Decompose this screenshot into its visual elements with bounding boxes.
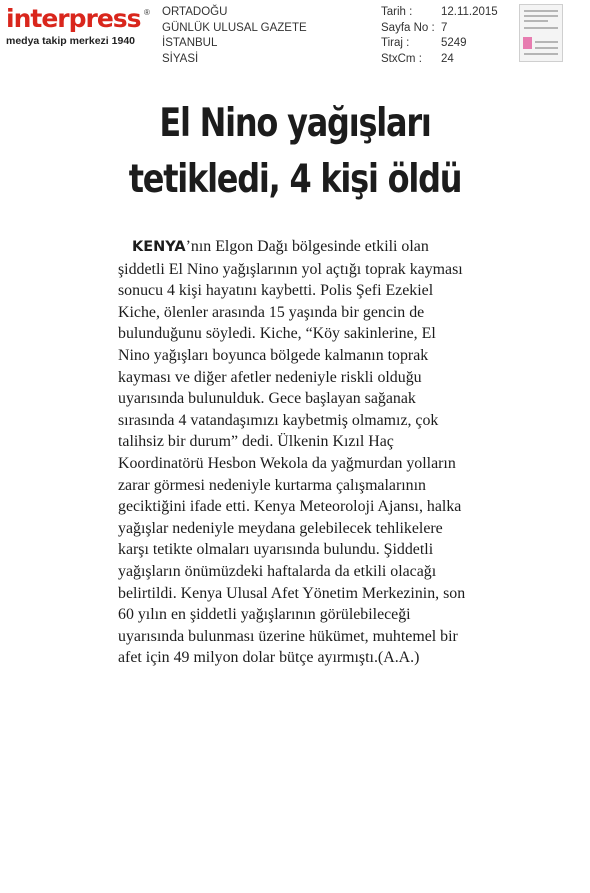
- circulation-label: Tiraj :: [381, 37, 410, 49]
- page-value: 7: [441, 21, 448, 34]
- thumbnail-line: [524, 15, 558, 17]
- page-thumbnail[interactable]: [519, 4, 563, 62]
- detail-row-circulation: [381, 36, 498, 52]
- publication-type: GÜNLÜK ULUSAL GAZETE: [162, 21, 307, 34]
- publication-city: İSTANBUL: [162, 37, 218, 49]
- interpress-logo: [6, 6, 150, 47]
- thumbnail-highlight: [523, 37, 532, 49]
- circulation-value: 5249: [441, 37, 467, 49]
- registered-mark: ®: [144, 8, 150, 17]
- thumbnail-line: [535, 41, 558, 43]
- article-body: [118, 236, 468, 669]
- headline-line-1: El Nino yağışları: [159, 101, 431, 146]
- publication-info: [162, 5, 307, 67]
- headline-line-2: tetikledi, 4 kişi öldü: [128, 157, 462, 202]
- logo-tagline: medya takip merkezi 1940: [6, 35, 135, 47]
- clipping-details: [381, 5, 498, 67]
- page-label: Sayfa No :: [381, 21, 435, 34]
- stxcm-value: 24: [441, 52, 454, 65]
- logo-wordmark: interpress: [6, 4, 141, 33]
- article-paragraph: [118, 236, 468, 669]
- thumbnail-line: [535, 47, 558, 49]
- thumbnail-line: [524, 10, 558, 12]
- detail-row-page: [381, 21, 498, 37]
- article-text: ’nın Elgon Dağı bölgesinde etkili olan şiddetli El Nino yağışlarının yol açtığı toprak kayması sonucu 4 kişi hayatını kaybetti. Polis Şefi Ezekiel Kiche, ölenler arasında 15 yaşında bir gencin de bulunduğunu söyledi. Kiche, “Köy sakinlerine, El Nino yağışları boyunca bölgede kalmanın toprak kayması ve diğer afetler nedeniyle riskli olduğu uyarısında bulunulduk. Gece başlayan sağanak sırasında 4 vatandaşımızı kaybetmiş olmamız, çok talihsiz bir durum” dedi. Ülkenin Kızıl Haç Koordinatörü Hesbon Wekola da yağmurdan yolların zarar görmesi nedeniyle kurtarma çalışmalarının geciktiğini ifade etti. Kenya Meteoroloji Ajansı, halka yağışlar nedeniyle meydana gelebilecek tehlikelere karşı tetikte olmaları uyarısında bulundu. Şiddetli yağışların önümüzdeki haftalarda da etkili olacağı belirtildi. Kenya Ulusal Afet Yönetim Merkezinin, son 60 yılın en şiddetli yağışlarının görülebileceği uyarısında bulunması üzerine hükümet, muhtemel bir afet için 49 milyon dolar bütçe ayırmıştı.(A.A.): [118, 238, 466, 667]
- stxcm-label: StxCm :: [381, 52, 422, 65]
- date-label: Tarih :: [381, 6, 413, 18]
- article-headline: [53, 96, 537, 208]
- publication-name: ORTADOĞU: [162, 6, 228, 18]
- thumbnail-line: [524, 53, 558, 55]
- publication-section: SİYASİ: [162, 52, 199, 65]
- detail-row-date: [381, 5, 498, 21]
- thumbnail-line: [524, 20, 548, 22]
- lead-word: KENYA: [132, 239, 186, 255]
- thumbnail-line: [524, 27, 558, 29]
- date-value: 12.11.2015: [441, 6, 498, 18]
- detail-row-stxcm: [381, 52, 498, 68]
